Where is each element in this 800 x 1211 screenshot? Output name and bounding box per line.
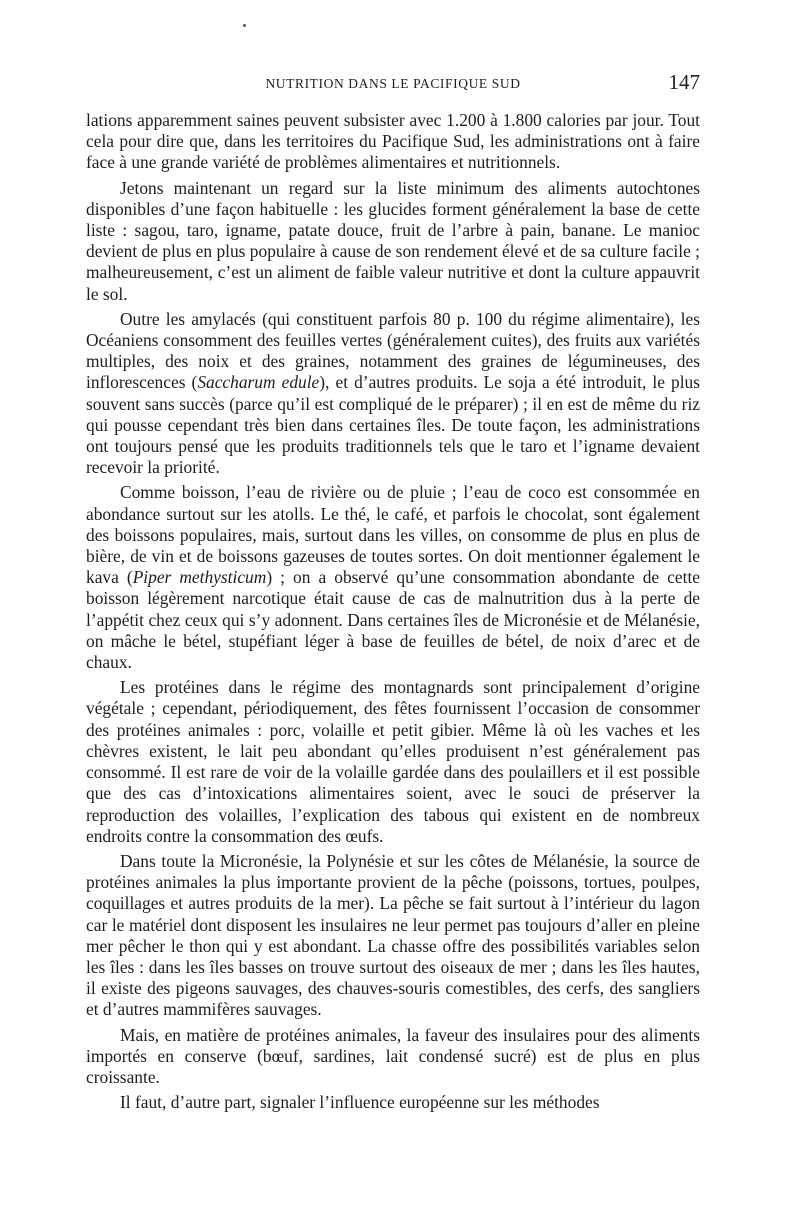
- paragraph-2: [86, 178, 700, 305]
- paragraph-4-text-a: Comme boisson, l’eau de rivière ou de pluie ; l’eau de coco est consommée en abondance surtout sur les atolls. Le thé, le café, et parfois le chocolat, sont également des boissons populaires, mais, surtout dans les villes, on consomme de plus en plus de bière, de vin et de boissons gazeuses de toutes sortes. On doit mentionner également le kava (: [86, 482, 700, 588]
- paragraph-3-text-b: ), et d’autres produits. Le soja a été introduit, le plus souvent sans succès (parce qu’il est compliqué de le préparer) ; il en est de même du riz qui pousse cependant très bien dans certaines îles. De toute façon, les administrations ont toujours pensé que les produits traditionnels tels que le taro et l’igname devaient recevoir la priorité.: [86, 372, 700, 478]
- paragraph-5-text: Les protéines dans le régime des montagnards sont principalement d’origine végétale ; cependant, périodiquement, des fêtes fournissent l’occasion de consommer des protéines animales : porc, volaille et petit gibier. Même là où les vaches et les chèvres existent, le lait peu abondant qu’elles produisent n’est généralement pas consommé. Il est rare de voir de la volaille gardée dans des poulaillers et il est possible que des cas d’intoxications alimentaires soient, avec le souci de préserver la reproduction des volailles, l’explication des tabous qui existent en de nombreux endroits contre la consommation des œufs.: [86, 677, 700, 846]
- body-text: [86, 110, 700, 1113]
- print-speck: [243, 24, 246, 27]
- paragraph-8-text: Il faut, d’autre part, signaler l’influence européenne sur les méthodes: [120, 1092, 600, 1113]
- page-number: 147: [668, 70, 700, 94]
- paragraph-6: [86, 851, 700, 1021]
- running-title: NUTRITION DANS LE PACIFIQUE SUD: [265, 76, 521, 91]
- paragraph-1-text: lations apparemment saines peuvent subsister avec 1.200 à 1.800 calories par jour. Tout cela pour dire que, dans les territoires du Pacifique Sud, les administrations ont à faire face à une grande variété de problèmes alimentaires et nutritionnels.: [86, 110, 700, 173]
- paragraph-8: [86, 1092, 700, 1113]
- paragraph-4: [86, 482, 700, 673]
- paragraph-2-text: Jetons maintenant un regard sur la liste minimum des aliments autochtones disponibles d’une façon habituelle : les glucides forment généralement la base de cette liste : sagou, taro, igname, patate douce, fruit de l’arbre à pain, banane. Le manioc devient de plus en plus populaire à cause de son rendement élevé et de sa culture facile ; malheureusement, c’est un aliment de faible valeur nutritive et dont la culture appauvrit le sol.: [86, 177, 700, 304]
- paragraph-3-latin-name: Saccharum edule: [197, 372, 320, 393]
- paragraph-3: [86, 309, 700, 479]
- paragraph-7-text: Mais, en matière de protéines animales, la faveur des insulaires pour des aliments importés en conserve (bœuf, sardines, lait condensé sucré) est de plus en plus croissante.: [86, 1024, 700, 1087]
- running-head: [86, 72, 700, 100]
- paragraph-3-text-a: Outre les amylacés (qui constituent parfois 80 p. 100 du régime alimentaire), les Océaniens consomment des feuilles vertes (généralement cuites), des fruits aux variétés multiples, des noix et des graines, notamment des graines de légumineuses, des inflorescences (: [86, 308, 700, 393]
- paragraph-5: [86, 677, 700, 847]
- paragraph-4-latin-name: Piper methysticum: [132, 567, 267, 588]
- paragraph-1: [86, 110, 700, 174]
- paragraph-4-text-b: ) ; on a observé qu’une consommation abondante de cette boisson légèrement narcotique était cause de cas de malnutrition dus à la perte de l’appétit chez ceux qui s’y adonnent. Dans certaines îles de Micronésie et de Mélanésie, on mâche le bétel, stupéfiant léger à base de feuilles de bétel, de noix d’arec et de chaux.: [86, 567, 700, 673]
- paragraph-6-text: Dans toute la Micronésie, la Polynésie et sur les côtes de Mélanésie, la source de protéines animales la plus importante provient de la pêche (poissons, tortues, poulpes, coquillages et autres produits de la mer). La pêche se fait surtout à l’intérieur du lagon car le matériel dont disposent les insulaires ne leur permet pas toujours d’aller en pleine mer pêcher le thon qui y est abondant. La chasse offre des possibilités variables selon les îles : dans les îles basses on trouve surtout des oiseaux de mer ; dans les îles hautes, il existe des pigeons sauvages, des chauves-souris comestibles, des cerfs, des sangliers et d’autres mammifères sauvages.: [86, 850, 700, 1020]
- paragraph-7: [86, 1025, 700, 1089]
- book-page: [86, 72, 700, 1117]
